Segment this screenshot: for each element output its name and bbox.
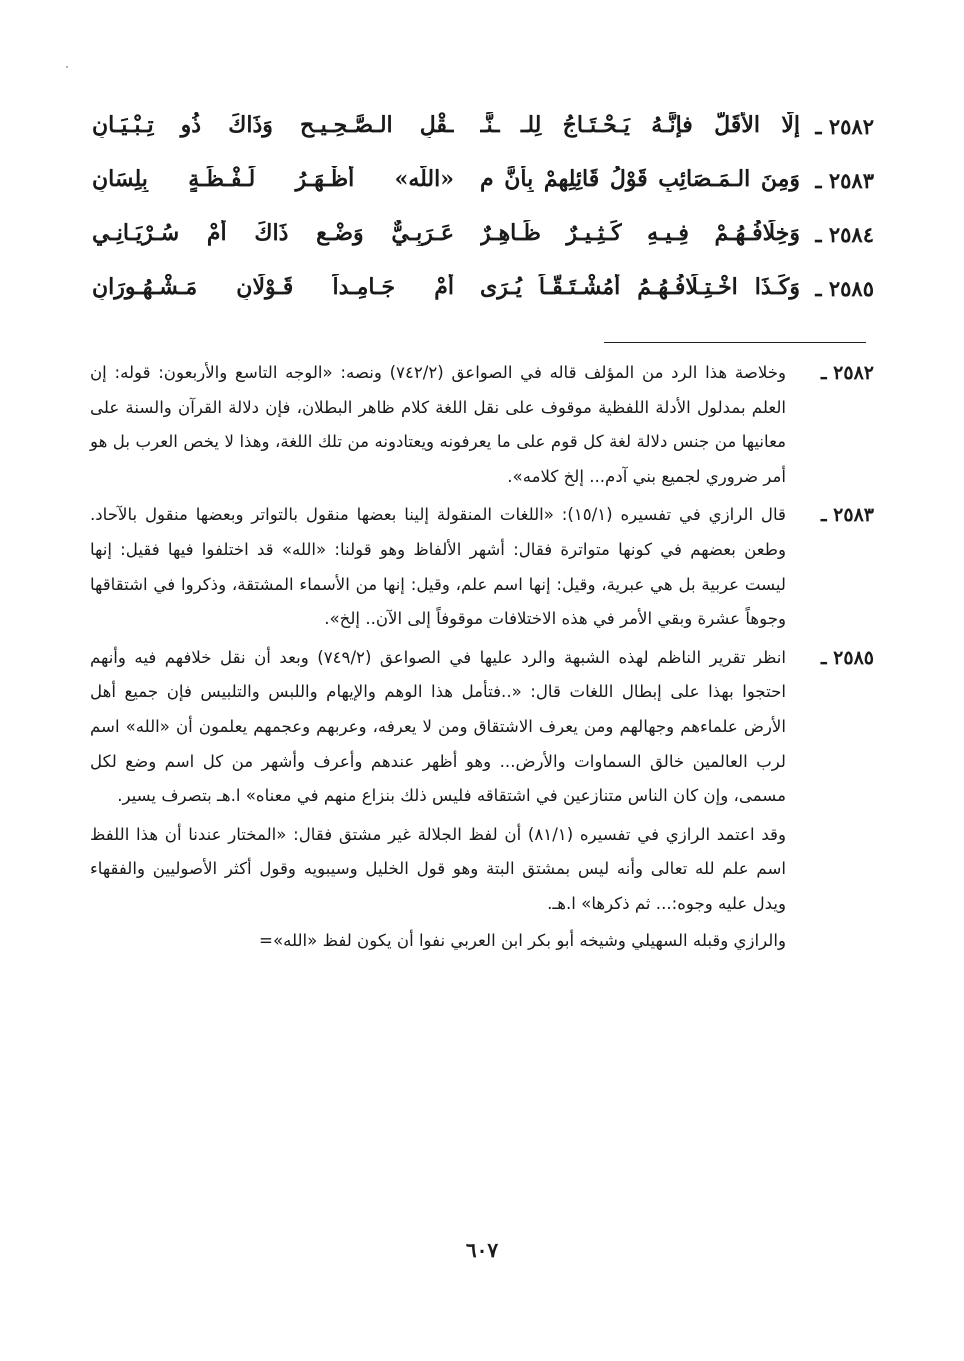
page-number: ٦٠٧ (465, 1238, 499, 1262)
footnote-continuation (90, 818, 786, 958)
footnote-text: قال الرازي في تفسيره (١٥/١): «اللغات المنقولة إلينا بعضها منقول بالتواتر وبعضها منقول بالآحاد. وطعن بعضهم في كونها متواترة فقال: أشهر الألفاظ وهو قولنا: «الله» قد اختلفوا فيها فقيل: إنها ليست عربية بل هي عبرية، وقيل: إنها اسم علم، وقيل: إنها من الأسماء المشتقة، وذكروا في اشتقاقها وجوهاً عشرة وبقي الأمر في هذه الاختلافات موقوفاً إلى الآن.. إلخ». (90, 505, 786, 629)
verse-first-hemistich: إلَّا الأقَلَّ فإنَّـهُ يَـحْـتَـاجُ لِلـ ـنَّـ (480, 112, 800, 138)
verse-second-hemistich: ـقْلِ الـصَّـحِـيـحِ وَذَاكَ ذُو تِـبْـيَـانِ (92, 112, 454, 138)
footnote-paragraph: وقد اعتمد الرازي في تفسيره (٨١/١) أن لفظ الجلالة غير مشتق فقال: «المختار عندنا أن هذا اللفظ اسم علم لله تعالى وأنه ليس بمشتق البتة وهو قول الخليل وسيبويه وقول أكثر الأصوليين والفقهاء ويدل عليه وجوه:... ثم ذكرها» ا.هـ. (90, 824, 786, 913)
footnote-text: انظر تقرير الناظم لهذه الشبهة والرد عليها في الصواعق (٧٤٩/٢) وبعد أن نقل خلافهم فيه وأنهم احتجوا بهذا على إبطال اللغات قال: «..فتأمل هذا الوهم والإيهام واللبس والتلبيس فإن جميع أهل الأرض علماءهم وجهالهم ومن يعرف الاشتقاق ومن لا يعرفه، وعربهم وعجمهم يعلمون أن «الله» اسم لرب العالمين خالق السماوات والأرض... وهو أظهر عندهم وأعرف وأشهر من كل اسم وضع لكل مسمى، وإن كان الناس متنازعين في اشتقاقه فليس ذلك بنزاع منهم في معناه» ا.هـ بتصرف يسير. (90, 647, 786, 806)
verse-first-hemistich: وَكَـذَا اخْـتِـلَافُـهُـمُ أَمُشْـتَـقّـاً يُـرَى (480, 274, 800, 300)
footnote-number: ٢٥٨٢ ـ (820, 362, 874, 384)
footnotes (90, 356, 874, 958)
verse-second-hemistich: عَـرَبِـيٌّ وَضْـعِ ذَاكَ أَمْ سُـرْيَـانِـي (92, 220, 454, 246)
verse-number: ٢٥٨٥ ـ (815, 276, 874, 301)
poem-verses (92, 108, 874, 324)
verse-second-hemistich: أمْ جَـامِـداً قَـوْلَانِ مَـشْـهُـورَانِ (92, 274, 454, 300)
verse-2582 (92, 108, 874, 162)
footnote-paragraph: والرازي وقبله السهيلي وشيخه أبو بكر ابن العربي نفوا أن يكون لفظ «الله»= (259, 930, 786, 950)
verse-2583 (92, 162, 874, 216)
speck (66, 66, 68, 68)
verse-second-hemistich: «اللَّه» أظْـهَـرُ لَـفْـظَـةٍ بِلِسَانِ (92, 166, 454, 192)
footnote-text: وخلاصة هذا الرد من المؤلف قاله في الصواعق (٧٤٢/٢) ونصه: «الوجه التاسع والأربعون: قوله: إن العلم بمدلول الأدلة اللفظية موقوف على نقل اللغة كلام ظاهر البطلان، فإن دلالة القرآن والسنة على معانيها من جنس دلالة لغة كل قوم على ما يعرفونه ويعتادونه من تلك اللغة، وهذا لا يخص العرب بل هو أمر ضروري لجميع بني آدم... إلخ كلامه». (90, 363, 786, 486)
verse-number: ٢٥٨٤ ـ (815, 222, 874, 247)
verse-first-hemistich: وَخِلَافُـهُـمْ فِـيـهِ كَـثِـيـرٌ ظَـاهِـرٌ (480, 220, 800, 246)
verse-2585 (92, 270, 874, 324)
verse-number: ٢٥٨٢ ـ (815, 114, 874, 139)
footnote-2585 (90, 641, 874, 814)
footnote-separator (604, 342, 866, 343)
verse-first-hemistich: وَمِنَ الـمَـصَائِبِ قَوْلُ قَائِلِهِمْ بِأنَّ م (480, 166, 800, 192)
footnote-2583 (90, 498, 874, 636)
verse-2584 (92, 216, 874, 270)
footnote-2582 (90, 356, 874, 494)
verse-number: ٢٥٨٣ ـ (815, 168, 874, 193)
footnote-number: ٢٥٨٥ ـ (820, 646, 874, 669)
footnote-number: ٢٥٨٣ ـ (820, 504, 874, 527)
